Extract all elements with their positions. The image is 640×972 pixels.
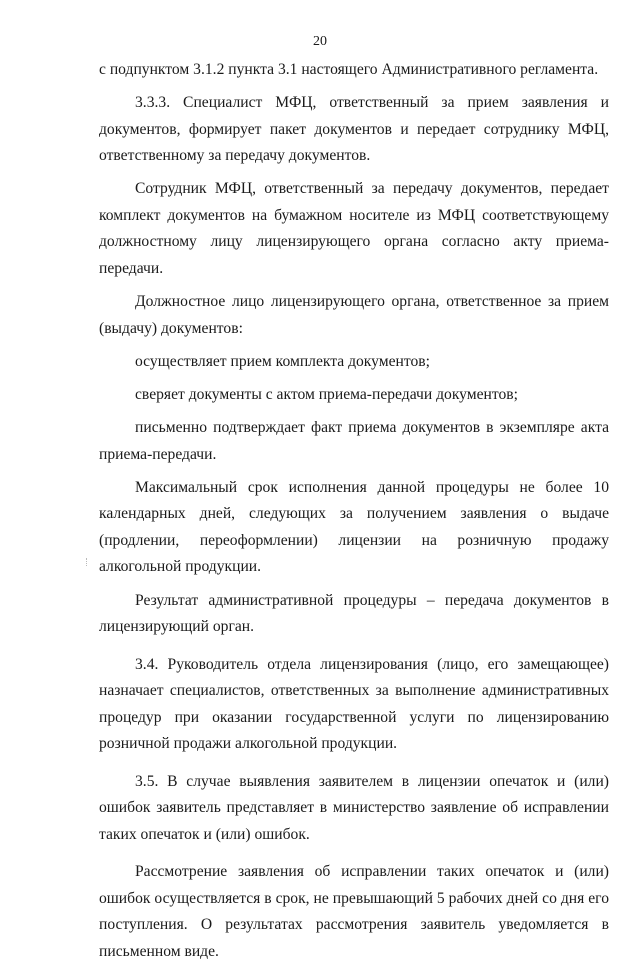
paragraph-3-3-3: 3.3.3. Специалист МФЦ, ответственный за прием заявления и документов, формирует пакет документов и передает сотруднику МФЦ, ответственному за передачу документов. — [99, 94, 609, 165]
list-item-accepts-documents: осуществляет прием комплекта документов; — [135, 352, 430, 370]
paragraph-procedure-result: Результат административной процедуры – передача документов в лицензирующий орган. — [99, 591, 609, 635]
scan-artifact-mark — [86, 558, 89, 566]
document-body — [99, 57, 609, 972]
paragraph-maximum-term: Максимальный срок исполнения данной процедуры не более 10 календарных дней, следующих за получением заявления о выдаче (продлении, переоформлении) лицензии на розничную продажу алкогольной продукции. — [99, 478, 609, 576]
paragraph-3-5: 3.5. В случае выявления заявителем в лицензии опечаток и (или) ошибок заявитель представляет в министерство заявление об исправлении таких опечаток и (или) ошибок. — [99, 772, 609, 843]
paragraph-3-4: 3.4. Руководитель отдела лицензирования (лицо, его замещающее) назначает специалистов, ответственных за выполнение административных процедур при оказании государственной услуги по лицензированию розничной продажи алкогольной продукции. — [99, 655, 609, 752]
paragraph-continuation: с подпунктом 3.1.2 пункта 3.1 настоящего Административного регламента. — [99, 61, 599, 78]
paragraph-transfer-employee: Сотрудник МФЦ, ответственный за передачу документов, передает комплект документов на бумажном носителе из МФЦ соответствующему должностному лицу лицензирующего органа согласно акту приема-передачи. — [99, 180, 609, 277]
paragraph-review-term: Рассмотрение заявления об исправлении таких опечаток и (или) ошибок осуществляется в срок, не превышающий 5 рабочих дней со дня его поступления. О результатах рассмотрения заявитель уведомляется в письменном виде. — [99, 863, 609, 960]
list-item-checks-documents: сверяет документы с актом приема-передачи документов; — [135, 385, 518, 403]
list-item-confirms-receipt: письменно подтверждает факт приема документов в экземпляре акта приема-передачи. — [99, 419, 609, 463]
paragraph-licensing-official: Должностное лицо лицензирующего органа, ответственное за прием (выдачу) документов: — [99, 293, 609, 337]
page-number: 20 — [313, 34, 327, 49]
